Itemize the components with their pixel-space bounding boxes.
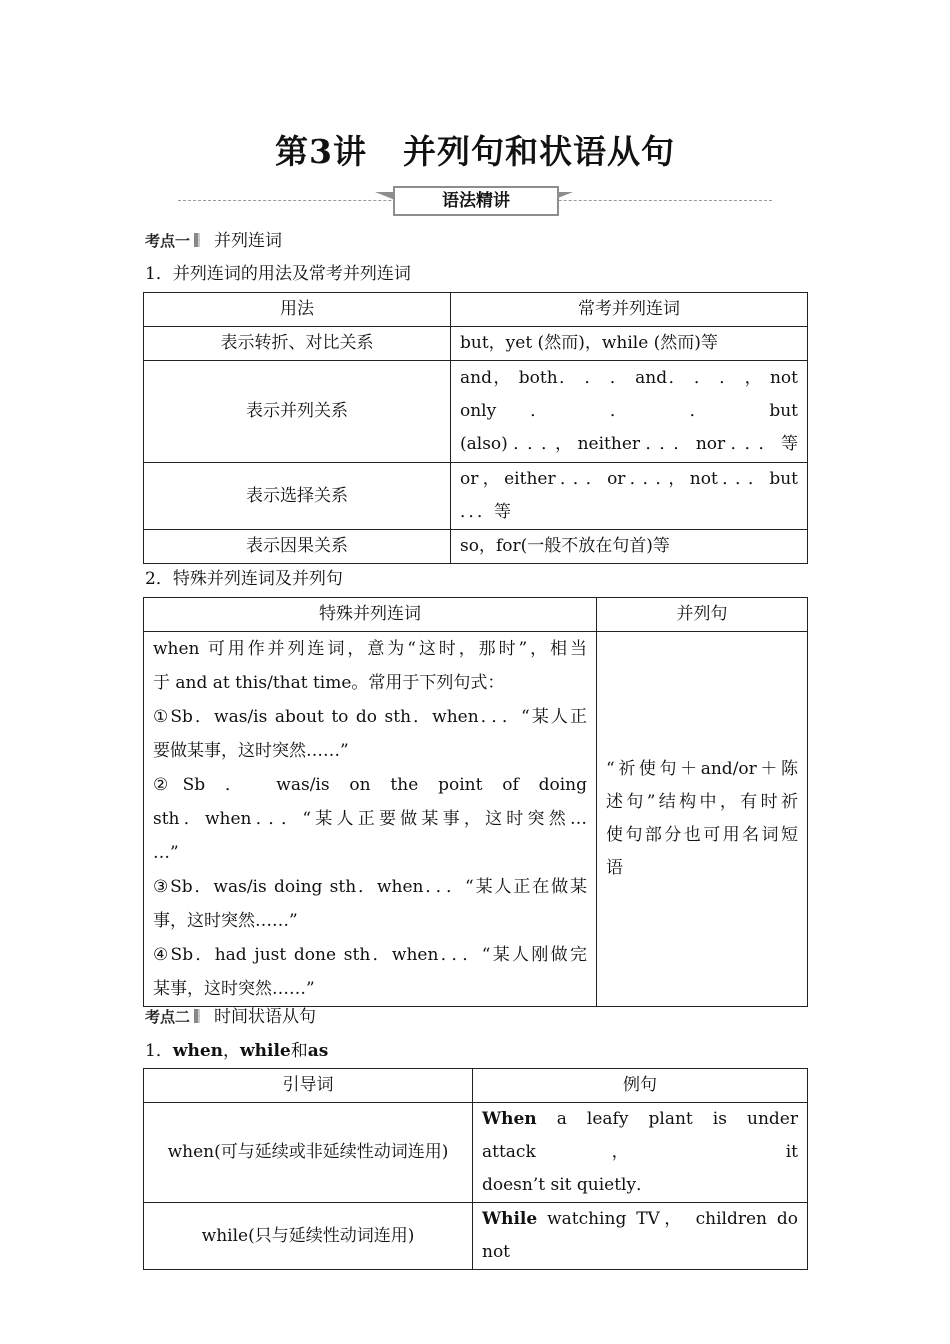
subheading-3: 1．when，while和as [145, 1041, 329, 1061]
table-cell-example: While watching TV， children do not [473, 1203, 808, 1270]
table-header: 常考并列连词 [451, 293, 808, 327]
table-cell-conjunctions: or，either．．．or．．．，not．．．but ．．．等 [451, 463, 808, 530]
kaodian-title: 并列连词 [214, 231, 283, 251]
section-banner [178, 184, 772, 218]
table-cell-conjunctions: so，for(一般不放在句首)等 [451, 530, 808, 564]
table-cell-usage: 表示因果关系 [144, 530, 451, 564]
banner-left-wing-icon [375, 192, 395, 208]
table-cell-example: When a leafy plant is under attack， it doesn’t sit quietly． [473, 1103, 808, 1203]
kaodian-tag: 考点二 [145, 1008, 191, 1026]
tag-bar-icon [194, 233, 200, 247]
table-cell-sentence-structure: “祈使句＋and/or＋陈 述句”结构中，有时祈 使句部分也可用名词短 语 [597, 632, 808, 1007]
table-cell-usage: 表示并列关系 [144, 361, 451, 463]
table-cell-conjunctions: but，yet (然而)，while (然而)等 [451, 327, 808, 361]
kaodian-heading-2 [145, 1002, 316, 1027]
table-cell-conjunctions: and， both． ． ． and． ． ． ， not only ． ． ． but (also)．．．，neither．．．nor．．．等 [451, 361, 808, 463]
subheading-1: 1．并列连词的用法及常考并列连词 [145, 264, 411, 284]
lesson-number: 第3讲 [275, 132, 367, 171]
subheading-2: 2．特殊并列连词及并列句 [145, 569, 343, 589]
table-cell-connective: when(可与延续或非延续性动词连用) [144, 1103, 473, 1203]
table-header: 特殊并列连词 [144, 598, 597, 632]
table-cell-connective: while(只与延续性动词连用) [144, 1203, 473, 1270]
conjunction-table [143, 292, 808, 564]
table-cell-when-usage: when 可用作并列连词，意为“这时，那时”，相当 于 and at this/that time。常用于下列句式： ①Sb．was/is about to do sth．when．．．“某人正 要做某事，这时突然……” ②Sb ． was/is on the point of doing sth．when．．．“某人正要做某事，这时突然… …” ③Sb．was/is doing sth．when．．．“某人正在做某 事，这时突然……” ④Sb．had just done sth．when．．．“某人刚做完 某事，这时突然……” [144, 632, 597, 1007]
tag-bar-icon [194, 1009, 200, 1023]
lesson-topic: 并列句和状语从句 [402, 132, 675, 171]
table-cell-usage: 表示选择关系 [144, 463, 451, 530]
banner-label: 语法精讲 [393, 186, 559, 216]
table-header: 并列句 [597, 598, 808, 632]
table-cell-usage: 表示转折、对比关系 [144, 327, 451, 361]
time-clause-table [143, 1068, 808, 1270]
lesson-title [0, 126, 950, 173]
special-conjunction-table [143, 597, 808, 1007]
table-header: 例句 [473, 1069, 808, 1103]
kaodian-tag: 考点一 [145, 232, 191, 250]
table-header: 用法 [144, 293, 451, 327]
kaodian-title: 时间状语从句 [214, 1007, 317, 1027]
table-header: 引导词 [144, 1069, 473, 1103]
kaodian-heading-1 [145, 226, 282, 251]
